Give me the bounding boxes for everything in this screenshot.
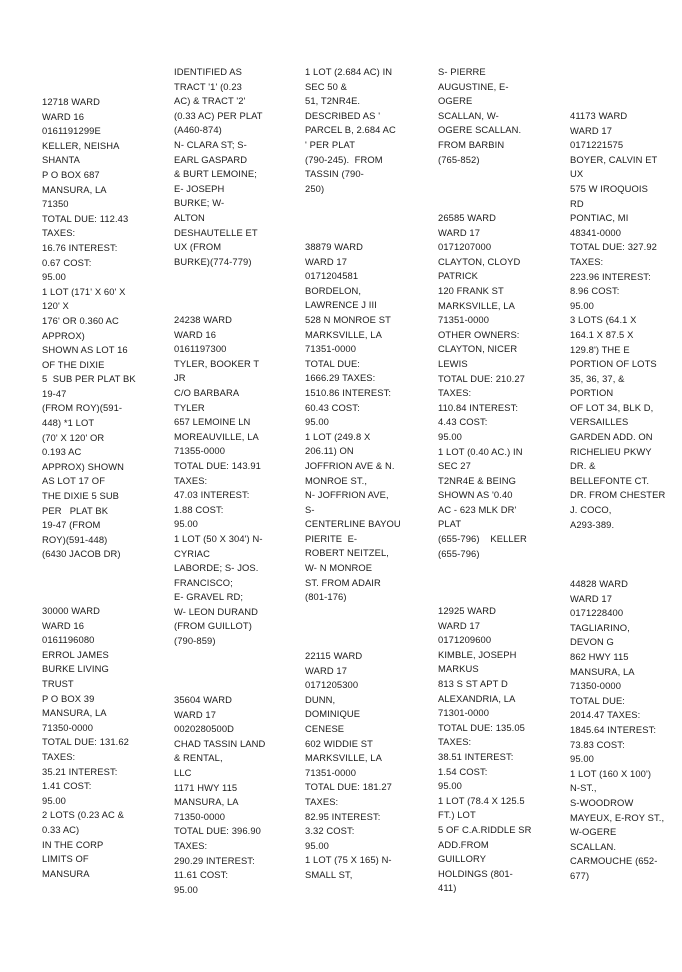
record-line: E- JOSEPH — [174, 182, 225, 194]
record-line: 95.00 — [438, 780, 462, 792]
record-line: FRANCISCO; — [174, 576, 233, 588]
record-line: LLC — [174, 766, 192, 778]
record-line: (765-852) — [438, 153, 480, 165]
record-line: SHOWN AS LOT 16 — [42, 344, 128, 356]
record-line: WARD 17 — [570, 124, 613, 136]
record-line: TAXES: — [305, 795, 339, 807]
record-line: MANSURA, LA — [570, 665, 635, 677]
record-block-continued-augustine — [438, 65, 521, 167]
record-line: WARD 17 — [305, 255, 348, 267]
record-line: AC) & TRACT '2' — [174, 95, 246, 107]
record-line: 71351-0000 — [305, 343, 357, 355]
record-line: 1845.64 INTEREST: — [570, 723, 657, 735]
record-line: CARMOUCHE (652- — [570, 855, 658, 867]
record-line: 11.61 COST: — [174, 869, 229, 881]
record-line: 71350-0000 — [570, 680, 622, 692]
record-line: OF THE DIXIE — [42, 358, 105, 370]
record-line: 2 LOTS (0.23 AC & — [42, 809, 124, 821]
record-line: 95.00 — [174, 518, 198, 530]
record-line: TOTAL DUE: 396.90 — [174, 825, 261, 837]
record-line: 3 LOTS (64.1 X — [570, 314, 637, 326]
record-line: 129.8') THE E — [570, 343, 630, 355]
record-line: THE DIXIE 5 SUB — [42, 490, 120, 502]
record-line: TAXES: — [174, 474, 208, 486]
record-line: 0171228400 — [570, 607, 624, 619]
record-line: 12718 WARD — [42, 96, 100, 107]
record-line: 1.54 COST: — [438, 765, 488, 777]
record-line: 71350-0000 — [42, 721, 94, 733]
record-block-burke-trust — [42, 604, 129, 881]
record-line: (655-796) KELLER — [438, 533, 527, 545]
record-block-bordelon — [305, 240, 401, 605]
record-line: N- CLARA ST; S- — [174, 138, 247, 150]
record-line: 35.21 INTEREST: — [42, 765, 118, 777]
record-line: 1.41 COST: — [42, 780, 92, 792]
record-line: ST. FROM ADAIR — [305, 576, 381, 588]
record-line: 206.11) ON — [305, 445, 354, 457]
record-line: PARCEL B, 2.684 AC — [305, 124, 396, 136]
record-line: 95.00 — [174, 883, 198, 895]
record-line: BURKE LIVING — [42, 663, 109, 675]
record-line: N-ST., — [570, 782, 597, 794]
record-line: BORDELON, — [305, 284, 362, 296]
record-line: TOTAL DUE: 143.91 — [174, 459, 261, 471]
record-line: MAYEUX, E-ROY ST., — [570, 811, 665, 823]
record-line: 0161196080 — [42, 634, 95, 646]
record-line: APPROX) — [42, 329, 85, 341]
record-line: MOREAUVILLE, LA — [174, 430, 259, 442]
record-line: LAWRENCE J III — [305, 299, 377, 311]
record-line: 71350-0000 — [174, 810, 226, 822]
record-line: 411) — [438, 882, 457, 894]
record-line: 95.00 — [42, 794, 66, 806]
record-line: TOTAL DUE: 181.27 — [305, 781, 392, 793]
record-line: 448) *1 LOT — [42, 417, 95, 429]
record-line: GARDEN ADD. ON — [570, 431, 653, 443]
record-line: WARD 16 — [174, 328, 217, 340]
record-line: 0.67 COST: — [42, 256, 92, 268]
record-line: WARD 16 — [42, 619, 85, 631]
record-line: KELLER, NEISHA — [42, 139, 120, 151]
record-line: IN THE CORP — [42, 838, 104, 850]
record-line: TAXES: — [42, 750, 76, 762]
record-line: MONROE ST., — [305, 474, 368, 486]
record-line: SCALLAN. — [570, 840, 617, 852]
record-line: TAXES: — [438, 387, 472, 399]
record-line: 1 LOT (160 X 100') — [570, 767, 652, 779]
record-line: 110.84 INTEREST: — [438, 401, 519, 413]
record-line: MARKSVILLE, LA — [305, 328, 382, 340]
record-line: A293-389. — [570, 518, 615, 530]
record-line: 1 LOT (249.8 X — [305, 430, 371, 442]
record-line: 0161197300 — [174, 343, 227, 355]
record-line: SHANTA — [42, 154, 80, 166]
record-line: SCALLAN, W- — [438, 109, 499, 121]
record-line: FT.) LOT — [438, 809, 476, 821]
record-line: BURKE; W- — [174, 197, 225, 209]
record-line: WARD 16 — [42, 110, 85, 122]
record-line: MANSURA, LA — [42, 183, 107, 195]
record-line: ALEXANDRIA, LA — [438, 692, 516, 704]
record-line: 82.95 INTEREST: — [305, 810, 381, 822]
record-line: 71301-0000 — [438, 707, 490, 719]
record-block-kimble — [438, 604, 532, 896]
record-line: 1 LOT (78.4 X 125.5 — [438, 794, 525, 806]
record-line: WARD 17 — [438, 619, 481, 631]
record-line: 73.83 COST: — [570, 738, 625, 750]
record-line: 176' OR 0.360 AC — [42, 314, 119, 326]
record-line: E- GRAVEL RD; — [174, 591, 244, 603]
record-line: CHAD TASSIN LAND — [174, 737, 266, 749]
record-line: & RENTAL, — [174, 752, 223, 764]
record-line: 38879 WARD — [305, 241, 363, 252]
record-line: ROY)(591-448) — [42, 533, 108, 545]
record-line: 0171221575 — [570, 139, 624, 151]
record-line: CLAYTON, CLOYD — [438, 255, 521, 267]
record-line: (0.33 AC) PER PLAT — [174, 109, 263, 121]
record-line: 71355-0000 — [174, 445, 226, 457]
record-line: MARKSVILLE, LA — [305, 752, 382, 764]
record-block-boyer — [570, 109, 665, 532]
record-line: (790-859) — [174, 635, 216, 647]
record-line: 0171204581 — [305, 270, 359, 282]
record-line: TOTAL DUE: — [570, 694, 626, 706]
record-line: SEC 50 & — [305, 80, 347, 92]
record-line: SEC 27 — [438, 460, 471, 472]
record-line: 95.00 — [570, 299, 594, 311]
record-line: 5 OF C.A.RIDDLE SR — [438, 823, 532, 835]
record-line: PORTION OF LOTS — [570, 358, 657, 370]
record-line: DESHAUTELLE ET — [174, 226, 258, 238]
record-line: (6430 JACOB DR) — [42, 548, 121, 560]
record-line: 575 W IROQUOIS — [570, 182, 648, 194]
record-line: ' PER PLAT — [305, 138, 356, 150]
record-line: 24238 WARD — [174, 314, 232, 325]
record-line: 223.96 INTEREST: — [570, 270, 651, 282]
record-line: 250) — [305, 182, 325, 194]
record-line: BURKE)(774-779) — [174, 255, 252, 267]
record-line: 602 WIDDIE ST — [305, 737, 373, 749]
record-line: MARKUS — [438, 663, 479, 675]
record-line: OTHER OWNERS: — [438, 328, 520, 340]
record-line: BOYER, CALVIN ET — [570, 153, 658, 165]
record-line: TAXES: — [42, 227, 76, 239]
record-line: RD — [570, 197, 584, 209]
record-line: 12925 WARD — [438, 605, 496, 616]
record-line: 1.88 COST: — [174, 503, 224, 515]
record-line: CENTERLINE BAYOU — [305, 518, 401, 530]
record-line: 0.193 AC — [42, 446, 82, 458]
record-line: 657 LEMOINE LN — [174, 416, 251, 428]
record-block-keller — [42, 95, 136, 562]
record-line: WARD 17 — [570, 592, 613, 604]
record-line: 0161191299E — [42, 125, 101, 137]
record-line: 95.00 — [438, 430, 462, 442]
record-line: DEVON G — [570, 636, 614, 648]
record-line: TOTAL DUE: — [305, 357, 361, 369]
record-line: LIMITS OF — [42, 853, 89, 865]
record-line: T2NR4E & BEING — [438, 474, 516, 486]
record-line: (FROM ROY)(591- — [42, 402, 123, 414]
record-line: WARD 17 — [174, 708, 217, 720]
record-line: EARL GASPARD — [174, 153, 248, 165]
record-line: WARD 17 — [438, 226, 481, 238]
record-line: 862 HWY 115 — [570, 650, 629, 662]
record-line: 51, T2NR4E. — [305, 95, 361, 107]
record-block-clayton — [438, 211, 527, 561]
record-line: TRUST — [42, 677, 74, 689]
record-line: C/O BARBARA — [174, 386, 240, 398]
record-line: 95.00 — [570, 753, 594, 765]
record-line: S- — [305, 503, 315, 515]
record-line: TRACT '1' (0.23 — [174, 80, 242, 92]
record-line: 41173 WARD — [570, 110, 628, 121]
record-line: APPROX) SHOWN — [42, 460, 125, 472]
record-line: 48341-0000 — [570, 226, 622, 238]
record-line: UX (FROM — [174, 241, 222, 253]
record-line: TOTAL DUE: 327.92 — [570, 241, 657, 253]
record-line: S-WOODROW — [570, 796, 634, 808]
record-line: MARKSVILLE, LA — [438, 299, 515, 311]
record-line: 5 SUB PER PLAT BK — [42, 373, 136, 385]
record-line: ALTON — [174, 211, 205, 223]
record-line: 47.03 INTEREST: — [174, 489, 250, 501]
record-line: WARD 17 — [305, 664, 348, 676]
record-line: 19-47 — [42, 387, 67, 399]
record-line: SHOWN AS '0.40 — [438, 489, 513, 501]
record-line: S- PIERRE — [438, 66, 486, 77]
record-line: P O BOX 687 — [42, 168, 100, 180]
record-line: 164.1 X 87.5 X — [570, 328, 634, 340]
record-line: 120 FRANK ST — [438, 284, 504, 296]
record-line: 1 LOT (50 X 304') N- — [174, 532, 263, 544]
record-line: 1 LOT (0.40 AC.) IN — [438, 445, 523, 457]
record-line: TOTAL DUE: 131.62 — [42, 736, 129, 748]
record-line: 71351-0000 — [438, 314, 490, 326]
record-line: 30000 WARD — [42, 605, 100, 616]
record-line: HOLDINGS (801- — [438, 867, 513, 879]
record-line: OF LOT 34, BLK D, — [570, 401, 654, 413]
record-line: JOFFRION AVE & N. — [305, 459, 395, 471]
record-line: DR. & — [570, 460, 596, 472]
record-block-continued-tract — [174, 65, 263, 269]
record-line: 71350 — [42, 198, 69, 210]
record-line: 35, 36, 37, & — [570, 372, 625, 384]
record-line: (801-176) — [305, 591, 347, 603]
record-line: AC - 623 MLK DR' — [438, 503, 517, 515]
record-line: 95.00 — [42, 271, 66, 283]
record-block-tassin-land — [174, 693, 265, 897]
record-line: J. COCO, — [570, 504, 612, 516]
record-line: MANSURA, LA — [174, 796, 239, 808]
record-line: SMALL ST, — [305, 868, 353, 880]
record-line: 1 LOT (75 X 165) N- — [305, 854, 392, 866]
record-block-continued-parcel-b — [305, 65, 396, 196]
record-line: (790-245). FROM — [305, 153, 383, 165]
record-line: PLAT — [438, 518, 462, 530]
record-line: 22115 WARD — [305, 650, 363, 661]
record-line: TAGLIARINO, — [570, 621, 630, 633]
record-line: UX — [570, 168, 584, 180]
record-line: (655-796) — [438, 547, 480, 559]
record-line: FROM BARBIN — [438, 138, 505, 150]
record-line: (FROM GUILLOT) — [174, 620, 252, 632]
record-line: RICHELIEU PKWY — [570, 445, 652, 457]
record-line: & BURT LEMOINE; — [174, 168, 257, 180]
record-line: CYRIAC — [174, 547, 211, 559]
record-line: OGERE — [438, 95, 473, 107]
record-line: 35604 WARD — [174, 694, 232, 705]
record-line: (A460-874) — [174, 124, 222, 136]
record-line: OGERE SCALLAN. — [438, 124, 522, 136]
record-line: JR — [174, 372, 186, 384]
record-line: 0.33 AC) — [42, 823, 80, 835]
record-line: 0171209600 — [438, 634, 492, 646]
record-line: PATRICK — [438, 270, 478, 282]
record-line: 1666.29 TAXES: — [305, 372, 376, 384]
record-line: 2014.47 TAXES: — [570, 709, 641, 721]
record-line: LABORDE; S- JOS. — [174, 562, 259, 574]
record-line: PORTION — [570, 387, 614, 399]
record-line: 0171205300 — [305, 679, 359, 691]
record-line: 677) — [570, 869, 590, 881]
record-line: ERROL JAMES — [42, 648, 109, 660]
record-line: AS LOT 17 OF — [42, 475, 106, 487]
record-line: GUILLORY — [438, 853, 487, 865]
record-line: 1510.86 INTEREST: — [305, 386, 392, 398]
record-line: W- N MONROE — [305, 562, 373, 574]
record-line: VERSAILLES — [570, 416, 629, 428]
record-line: 26585 WARD — [438, 212, 496, 223]
record-line: 38.51 INTEREST: — [438, 750, 514, 762]
record-line: TOTAL DUE: 210.27 — [438, 372, 525, 384]
record-line: 8.96 COST: — [570, 285, 620, 297]
record-line: MANSURA — [42, 867, 90, 879]
record-line: TAXES: — [438, 736, 472, 748]
record-line: TASSIN (790- — [305, 168, 364, 180]
record-line: 44828 WARD — [570, 578, 628, 589]
record-line: PER PLAT BK — [42, 504, 109, 516]
record-line: 4.43 COST: — [438, 416, 488, 428]
record-line: 19-47 (FROM — [42, 519, 101, 531]
record-line: CLAYTON, NICER — [438, 343, 518, 355]
record-line: PONTIAC, MI — [570, 212, 629, 224]
record-line: DUNN, — [305, 693, 336, 705]
record-line: PIERITE E- — [305, 532, 358, 544]
record-line: 1171 HWY 115 — [174, 781, 238, 793]
record-block-tagliarino — [570, 577, 664, 883]
record-line: 60.43 COST: — [305, 401, 360, 413]
record-line: KIMBLE, JOSEPH — [438, 648, 517, 660]
record-line: TOTAL DUE: 112.43 — [42, 212, 129, 224]
record-line: 120' X — [42, 300, 69, 312]
record-line: TYLER, BOOKER T — [174, 357, 260, 369]
record-line: IDENTIFIED AS — [174, 66, 242, 77]
record-line: DESCRIBED AS ' — [305, 109, 381, 121]
record-line: BELLEFONTE CT. — [570, 474, 650, 486]
record-line: TAXES: — [174, 839, 208, 851]
record-line: 290.29 INTEREST: — [174, 854, 255, 866]
record-line: 3.32 COST: — [305, 825, 355, 837]
record-line: 16.76 INTEREST: — [42, 241, 118, 253]
record-line: TOTAL DUE: 135.05 — [438, 721, 525, 733]
record-line: 0171207000 — [438, 241, 492, 253]
record-line: 1 LOT (2.684 AC) IN — [305, 66, 393, 77]
record-line: 71351-0000 — [305, 766, 357, 778]
record-block-tyler — [174, 313, 263, 649]
record-line: CENESE — [305, 722, 345, 734]
record-line: 95.00 — [305, 839, 329, 851]
record-line: N- JOFFRION AVE, — [305, 489, 389, 501]
record-line: TYLER — [174, 401, 205, 413]
record-line: TAXES: — [570, 255, 604, 267]
record-line: DR. FROM CHESTER — [570, 489, 666, 501]
record-line: AUGUSTINE, E- — [438, 80, 509, 92]
record-line: (70' X 120' OR — [42, 431, 105, 443]
record-line: MANSURA, LA — [42, 707, 107, 719]
record-line: W-OGERE — [570, 826, 617, 838]
record-line: P O BOX 39 — [42, 692, 95, 704]
record-block-dunn — [305, 649, 392, 883]
record-line: 813 S ST APT D — [438, 677, 508, 689]
record-line: 528 N MONROE ST — [305, 313, 391, 325]
record-line: DOMINIQUE — [305, 708, 361, 720]
record-line: 95.00 — [305, 416, 329, 428]
record-line: 0020280500D — [174, 723, 235, 735]
record-line: 1 LOT (171' X 60' X — [42, 285, 126, 297]
record-line: LEWIS — [438, 357, 468, 369]
record-line: W- LEON DURAND — [174, 605, 259, 617]
record-line: ROBERT NEITZEL, — [305, 547, 389, 559]
record-line: ADD.FROM — [438, 838, 489, 850]
